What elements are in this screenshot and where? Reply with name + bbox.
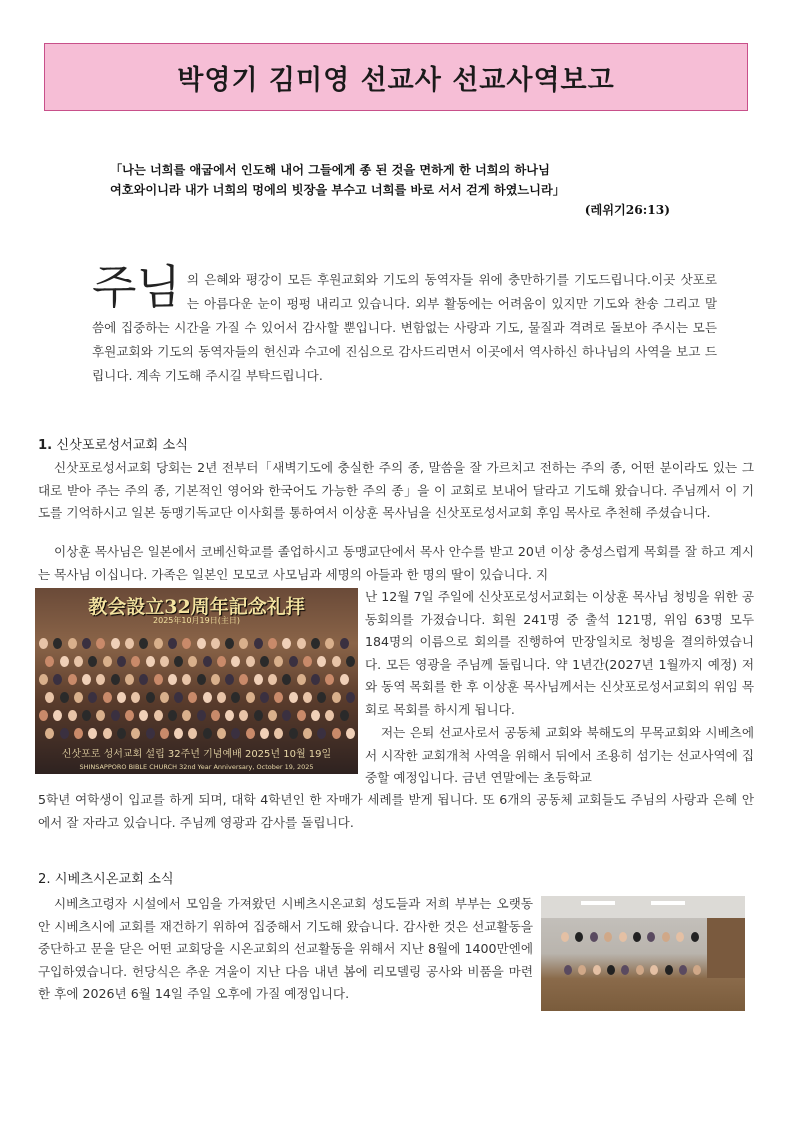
person-figure (68, 674, 77, 685)
person-figure (53, 710, 62, 721)
person-figure (325, 638, 334, 649)
person-figure (346, 692, 355, 703)
person-figure (197, 638, 206, 649)
person-figure (636, 965, 644, 975)
photo-people (561, 932, 705, 997)
person-figure (154, 638, 163, 649)
person-figure (268, 674, 277, 685)
person-figure (211, 710, 220, 721)
person-figure (203, 692, 212, 703)
person-figure (188, 728, 197, 739)
person-figure (650, 965, 658, 975)
section1-title: 신삿포로성서교회 소식 (52, 438, 188, 453)
person-figure (68, 710, 77, 721)
person-figure (146, 692, 155, 703)
person-figure (317, 656, 326, 667)
person-figure (604, 932, 612, 942)
section1-heading (38, 434, 188, 453)
person-figure (268, 638, 277, 649)
person-figure (679, 965, 687, 975)
person-figure (131, 656, 140, 667)
section1-paragraph-3-side: 저는 은퇴 선교사로서 공동체 교회와 북해도의 무목교회와 시베츠에서 시작한 교회개척 사역을 위해서 뒤에서 조용히 섬기는 선교사역에 집중할 예정입니다. 금년 연말에는 초등학교 (365, 725, 754, 785)
person-figure (325, 674, 334, 685)
person-figure (88, 656, 97, 667)
section1-paragraph-2-side: 난 12월 7일 주일에 신삿포로성서교회는 이상훈 목사님 청빙을 위한 공동회의를 가졌습니다. 회원 241명 중 출석 121명, 위임 63명 모두 184명의 이름으로 회의를 진행하여 만장일치로 청빙을 결의하였습니다. 모든 영광을 주님께 돌립니다. 약 1년간(2027년 1월까지 예정) 저와 동역 목회를 한 후 이상훈 목사님께서는 신삿포로성서교회의 위임 목회로 목회를 하시게 됩니다. (365, 589, 754, 717)
person-figure (197, 674, 206, 685)
person-figure (174, 692, 183, 703)
photo-wood-wall (707, 918, 745, 978)
person-figure (593, 965, 601, 975)
person-figure (311, 638, 320, 649)
person-figure (691, 932, 699, 942)
person-figure (254, 638, 263, 649)
report-title-box (44, 43, 748, 111)
report-title: 박영기 김미영 선교사 선교사역보고 (177, 64, 615, 96)
person-figure (231, 728, 240, 739)
person-figure (111, 638, 120, 649)
person-figure (39, 710, 48, 721)
person-figure (239, 710, 248, 721)
person-figure (182, 638, 191, 649)
person-figure (168, 638, 177, 649)
ceiling-lamp (651, 901, 685, 905)
verse-line-1: 「나는 너희를 애굽에서 인도해 내어 그들에게 종 된 것을 면하게 한 너희의 하나님 (110, 163, 550, 177)
person-figure (182, 674, 191, 685)
intro-text: 의 은혜와 평강이 모든 후원교회와 기도의 동역자들 위에 충만하기를 기도드립니다.이곳 삿포로는 아름다운 눈이 펑펑 내리고 있습니다. 외부 활동에는 어려움이 있지만 기도와 찬송 그리고 말씀에 집중하는 시간을 가질 수 있어서 감사할 뿐입니다. 변함없는 사랑과 기도, 물질과 격려로 돌보아 주시는 모든 후원교회와 기도의 동역자들의 헌신과 수고에 진심으로 감사드리면서 이곳에서 역사하신 하나님의 사역을 보고 드립니다. 계속 기도해 주시길 부탁드립니다. (92, 272, 717, 383)
person-figure (160, 728, 169, 739)
person-figure (260, 728, 269, 739)
person-figure (311, 674, 320, 685)
anniversary-group-photo (35, 588, 358, 774)
person-figure (297, 674, 306, 685)
section2-heading: 2. 시베츠시온교회 소식 (38, 872, 174, 887)
person-figure (74, 656, 83, 667)
section1-number: 1. (38, 438, 53, 453)
person-figure (96, 674, 105, 685)
person-figure (289, 656, 298, 667)
person-figure (282, 638, 291, 649)
person-figure (676, 932, 684, 942)
person-figure (139, 638, 148, 649)
person-figure (60, 728, 69, 739)
person-figure (246, 656, 255, 667)
person-figure (274, 656, 283, 667)
person-figure (174, 656, 183, 667)
intro-paragraph (92, 260, 717, 388)
person-figure (88, 728, 97, 739)
person-figure (60, 656, 69, 667)
person-figure (647, 932, 655, 942)
person-figure (282, 710, 291, 721)
person-figure (325, 710, 334, 721)
verse-reference: (레위기26:13) (584, 203, 670, 217)
scripture-verse (110, 160, 670, 220)
person-figure (125, 638, 134, 649)
person-figure (590, 932, 598, 942)
person-figure (117, 728, 126, 739)
person-figure (68, 638, 77, 649)
person-figure (211, 674, 220, 685)
person-figure (174, 728, 183, 739)
person-figure (139, 674, 148, 685)
photo-crowd (39, 638, 354, 746)
person-figure (260, 656, 269, 667)
person-figure (188, 656, 197, 667)
person-figure (146, 728, 155, 739)
person-figure (231, 656, 240, 667)
person-figure (340, 638, 349, 649)
person-figure (211, 638, 220, 649)
person-figure (154, 674, 163, 685)
person-figure (111, 710, 120, 721)
person-figure (561, 932, 569, 942)
person-figure (39, 638, 48, 649)
person-figure (246, 692, 255, 703)
person-figure (45, 656, 54, 667)
person-figure (103, 728, 112, 739)
person-figure (254, 674, 263, 685)
person-figure (317, 692, 326, 703)
person-figure (117, 692, 126, 703)
person-figure (619, 932, 627, 942)
person-figure (154, 710, 163, 721)
person-figure (693, 965, 701, 975)
person-figure (188, 692, 197, 703)
section1-paragraph-3-bottom: 5학년 여학생이 입교를 하게 되며, 대학 4학년인 한 자매가 세례를 받게 됩니다. 또 6개의 공동체 교회들도 주님의 사랑과 은혜 안에서 잘 자라고 있습니다. 주님께 영광과 감사를 돌립니다. (38, 792, 754, 830)
person-figure (146, 656, 155, 667)
sibetsu-church-photo (541, 896, 745, 1011)
section1-paragraph-1: 신삿포로성서교회 당회는 2년 전부터「새벽기도에 충실한 주의 종, 말씀을 잘 가르치고 전하는 주의 종, 어떤 분이라도 있는 그대로 받아 주는 주의 종, 기본적인 영어와 한국어도 가능한 주의 종」을 이 교회로 보내어 달라고 기도해 왔습니다. 주님께서 이 기도를 기억하시고 일본 동맹기독교단 이사회를 통하여서 이상훈 목사님을 신삿포로성서교회 후임 목사로 추천해 주셨습니다. (38, 460, 754, 520)
person-figure (289, 692, 298, 703)
person-figure (303, 692, 312, 703)
person-figure (125, 674, 134, 685)
person-figure (74, 728, 83, 739)
person-figure (160, 656, 169, 667)
person-figure (125, 710, 134, 721)
person-figure (45, 692, 54, 703)
person-figure (197, 710, 206, 721)
photo-caption-korean: 신삿포로 성서교회 설립 32주년 기념예배 2025년 10월 19일 (61, 749, 332, 760)
person-figure (633, 932, 641, 942)
person-figure (346, 656, 355, 667)
intro-dropcap: 주님 (92, 260, 181, 314)
person-figure (39, 674, 48, 685)
person-figure (340, 710, 349, 721)
person-figure (217, 728, 226, 739)
person-figure (160, 692, 169, 703)
person-figure (82, 710, 91, 721)
person-figure (578, 965, 586, 975)
person-figure (239, 674, 248, 685)
person-figure (575, 932, 583, 942)
person-figure (60, 692, 69, 703)
person-figure (662, 932, 670, 942)
person-figure (340, 674, 349, 685)
person-figure (246, 728, 255, 739)
photo-date: 2025年10月19日(主日) (153, 616, 240, 625)
person-figure (268, 710, 277, 721)
person-figure (332, 728, 341, 739)
person-figure (74, 692, 83, 703)
person-figure (260, 692, 269, 703)
person-figure (225, 674, 234, 685)
photo-banner: 教会設立32周年記念礼拝 (88, 596, 305, 618)
person-figure (88, 692, 97, 703)
person-figure (96, 638, 105, 649)
person-figure (82, 638, 91, 649)
person-figure (346, 728, 355, 739)
person-figure (274, 692, 283, 703)
person-figure (274, 728, 283, 739)
person-figure (139, 710, 148, 721)
person-figure (289, 728, 298, 739)
person-figure (239, 638, 248, 649)
person-figure (103, 656, 112, 667)
photo-caption-english: SHINSAPPORO BIBLE CHURCH 32nd Year Anniversary, October 19, 2025 (79, 763, 314, 771)
person-figure (96, 710, 105, 721)
person-figure (332, 692, 341, 703)
person-figure (131, 728, 140, 739)
person-figure (203, 728, 212, 739)
person-figure (297, 638, 306, 649)
person-figure (53, 674, 62, 685)
person-figure (297, 710, 306, 721)
person-figure (225, 710, 234, 721)
section2-paragraph: 시베츠고령자 시설에서 모임을 가져왔던 시베츠시온교회 성도들과 저희 부부는 오랫동안 시베츠시에 교회를 재건하기 위하여 집중해서 기도해 왔습니다. 감사한 것은 선교활동을 중단하고 문을 닫은 어떤 교회당을 시온교회의 선교활동을 위해서 지난 8월에 1400만엔에 구입하였습니다. 헌당식은 추운 겨울이 지난 다음 내년 봄에 리모델링 공사와 비품을 마련한 후에 2026년 6월 14일 주일 오후에 가질 예정입니다. (38, 896, 533, 1001)
person-figure (311, 710, 320, 721)
person-figure (254, 710, 263, 721)
person-figure (45, 728, 54, 739)
person-figure (564, 965, 572, 975)
person-figure (131, 692, 140, 703)
person-figure (103, 692, 112, 703)
person-figure (111, 674, 120, 685)
person-figure (317, 728, 326, 739)
person-figure (203, 656, 212, 667)
person-figure (607, 965, 615, 975)
person-figure (621, 965, 629, 975)
person-figure (225, 638, 234, 649)
person-figure (303, 656, 312, 667)
person-figure (117, 656, 126, 667)
section1-paragraph-2-top: 이상훈 목사님은 일본에서 코베신학교를 졸업하시고 동맹교단에서 목사 안수를 받고 20년 이상 충성스럽게 목회를 잘 하고 계시는 목사님 이십니다. 가족은 일본인 모모코 사모님과 세명의 아들과 한 명의 딸이 있습니다. 지 (38, 544, 754, 582)
person-figure (217, 692, 226, 703)
person-figure (217, 656, 226, 667)
person-figure (282, 674, 291, 685)
person-figure (168, 710, 177, 721)
person-figure (82, 674, 91, 685)
verse-line-2: 여호와이니라 내가 너희의 멍에의 빗장을 부수고 너희를 바로 서서 걷게 하였느니라」 (110, 183, 565, 197)
person-figure (182, 710, 191, 721)
person-figure (53, 638, 62, 649)
person-figure (231, 692, 240, 703)
person-figure (303, 728, 312, 739)
person-figure (168, 674, 177, 685)
ceiling-lamp (581, 901, 615, 905)
photo-ceiling (541, 896, 745, 918)
person-figure (665, 965, 673, 975)
person-figure (332, 656, 341, 667)
